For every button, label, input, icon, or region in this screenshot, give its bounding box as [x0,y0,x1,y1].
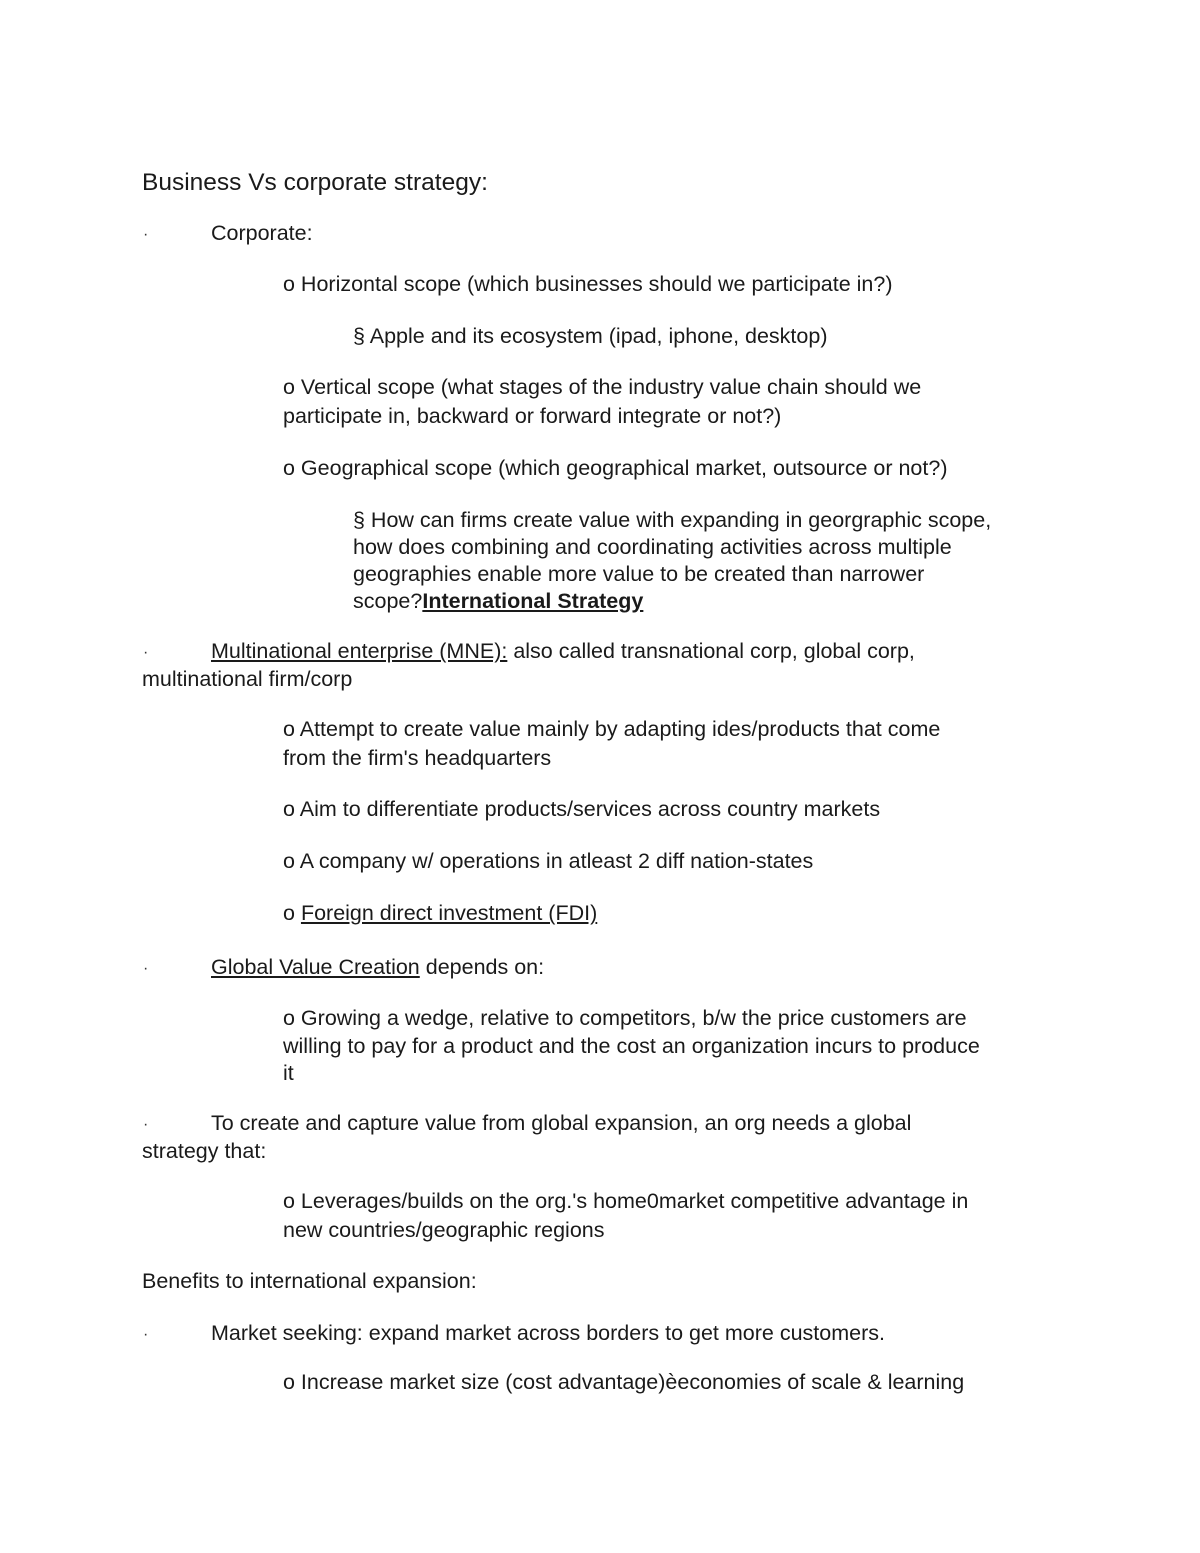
mne-line1 [211,638,915,665]
capture-line1: To create and capture value from global expansion, an org needs a global [211,1111,912,1135]
gvc-item1-line2: willing to pay for a product and the cost an organization incurs to produce [283,1034,980,1058]
gvc-line [211,954,544,981]
bullet-dot: · [143,226,149,243]
capture-item1-line1: o Leverages/builds on the org.'s home0market competitive advantage in [283,1189,969,1213]
fdi-term: Foreign direct investment (FDI) [300,901,598,925]
gvc-rest: depends on: [419,955,545,979]
vertical-scope-line2: participate in, backward or forward integrate or not?) [283,404,782,428]
gvc-item1-line1: o Growing a wedge, relative to competitors, b/w the price customers are [283,1006,967,1030]
geo-question-line1: § How can firms create value with expanding in georgraphic scope, [353,508,992,532]
page-title: Business Vs corporate strategy: [142,169,488,196]
international-strategy-emphasis: International Strategy [422,589,644,613]
bullet-dot: · [143,1326,149,1343]
apple-ecosystem-item: § Apple and its ecosystem (ipad, iphone, desktop) [353,324,828,348]
mne-item4-marker: o [283,901,301,925]
mne-item4 [283,900,597,927]
market-seeking-item: Market seeking: expand market across borders to get more customers. [211,1321,885,1345]
mne-item1-line2: from the firm's headquarters [283,746,552,770]
horizontal-scope-item: o Horizontal scope (which businesses should we participate in?) [283,272,893,296]
mne-item3: o A company w/ operations in atleast 2 diff nation-states [283,849,814,873]
geo-question-line3: geographies enable more value to be created than narrower [353,562,925,586]
geo-question-line2: how does combining and coordinating activities across multiple [353,535,952,559]
vertical-scope-line1: o Vertical scope (what stages of the industry value chain should we [283,375,922,399]
mne-item2: o Aim to differentiate products/services across country markets [283,797,881,821]
bullet-dot: · [143,644,149,661]
benefits-heading: Benefits to international expansion: [142,1269,477,1293]
bullet-dot: · [143,960,149,977]
geo-question-line4 [353,588,643,615]
mne-definition: also called transnational corp, global corp, [507,639,915,663]
mne-line2: multinational firm/corp [142,667,353,691]
geographical-scope-item: o Geographical scope (which geographical market, outsource or not?) [283,456,948,480]
mne-term: Multinational enterprise (MNE): [211,639,508,663]
capture-item1-line2: new countries/geographic regions [283,1218,605,1242]
gvc-item1-line3: it [283,1061,294,1085]
bullet-dot: · [143,1116,149,1133]
corporate-label: Corporate: [211,221,313,245]
mne-item1-line1: o Attempt to create value mainly by adapting ides/products that come [283,717,941,741]
geo-question-prefix: scope? [353,589,423,613]
capture-line2: strategy that: [142,1139,267,1163]
market-size-item: o Increase market size (cost advantage)èeconomies of scale & learning [283,1370,965,1394]
gvc-term: Global Value Creation [211,955,420,979]
